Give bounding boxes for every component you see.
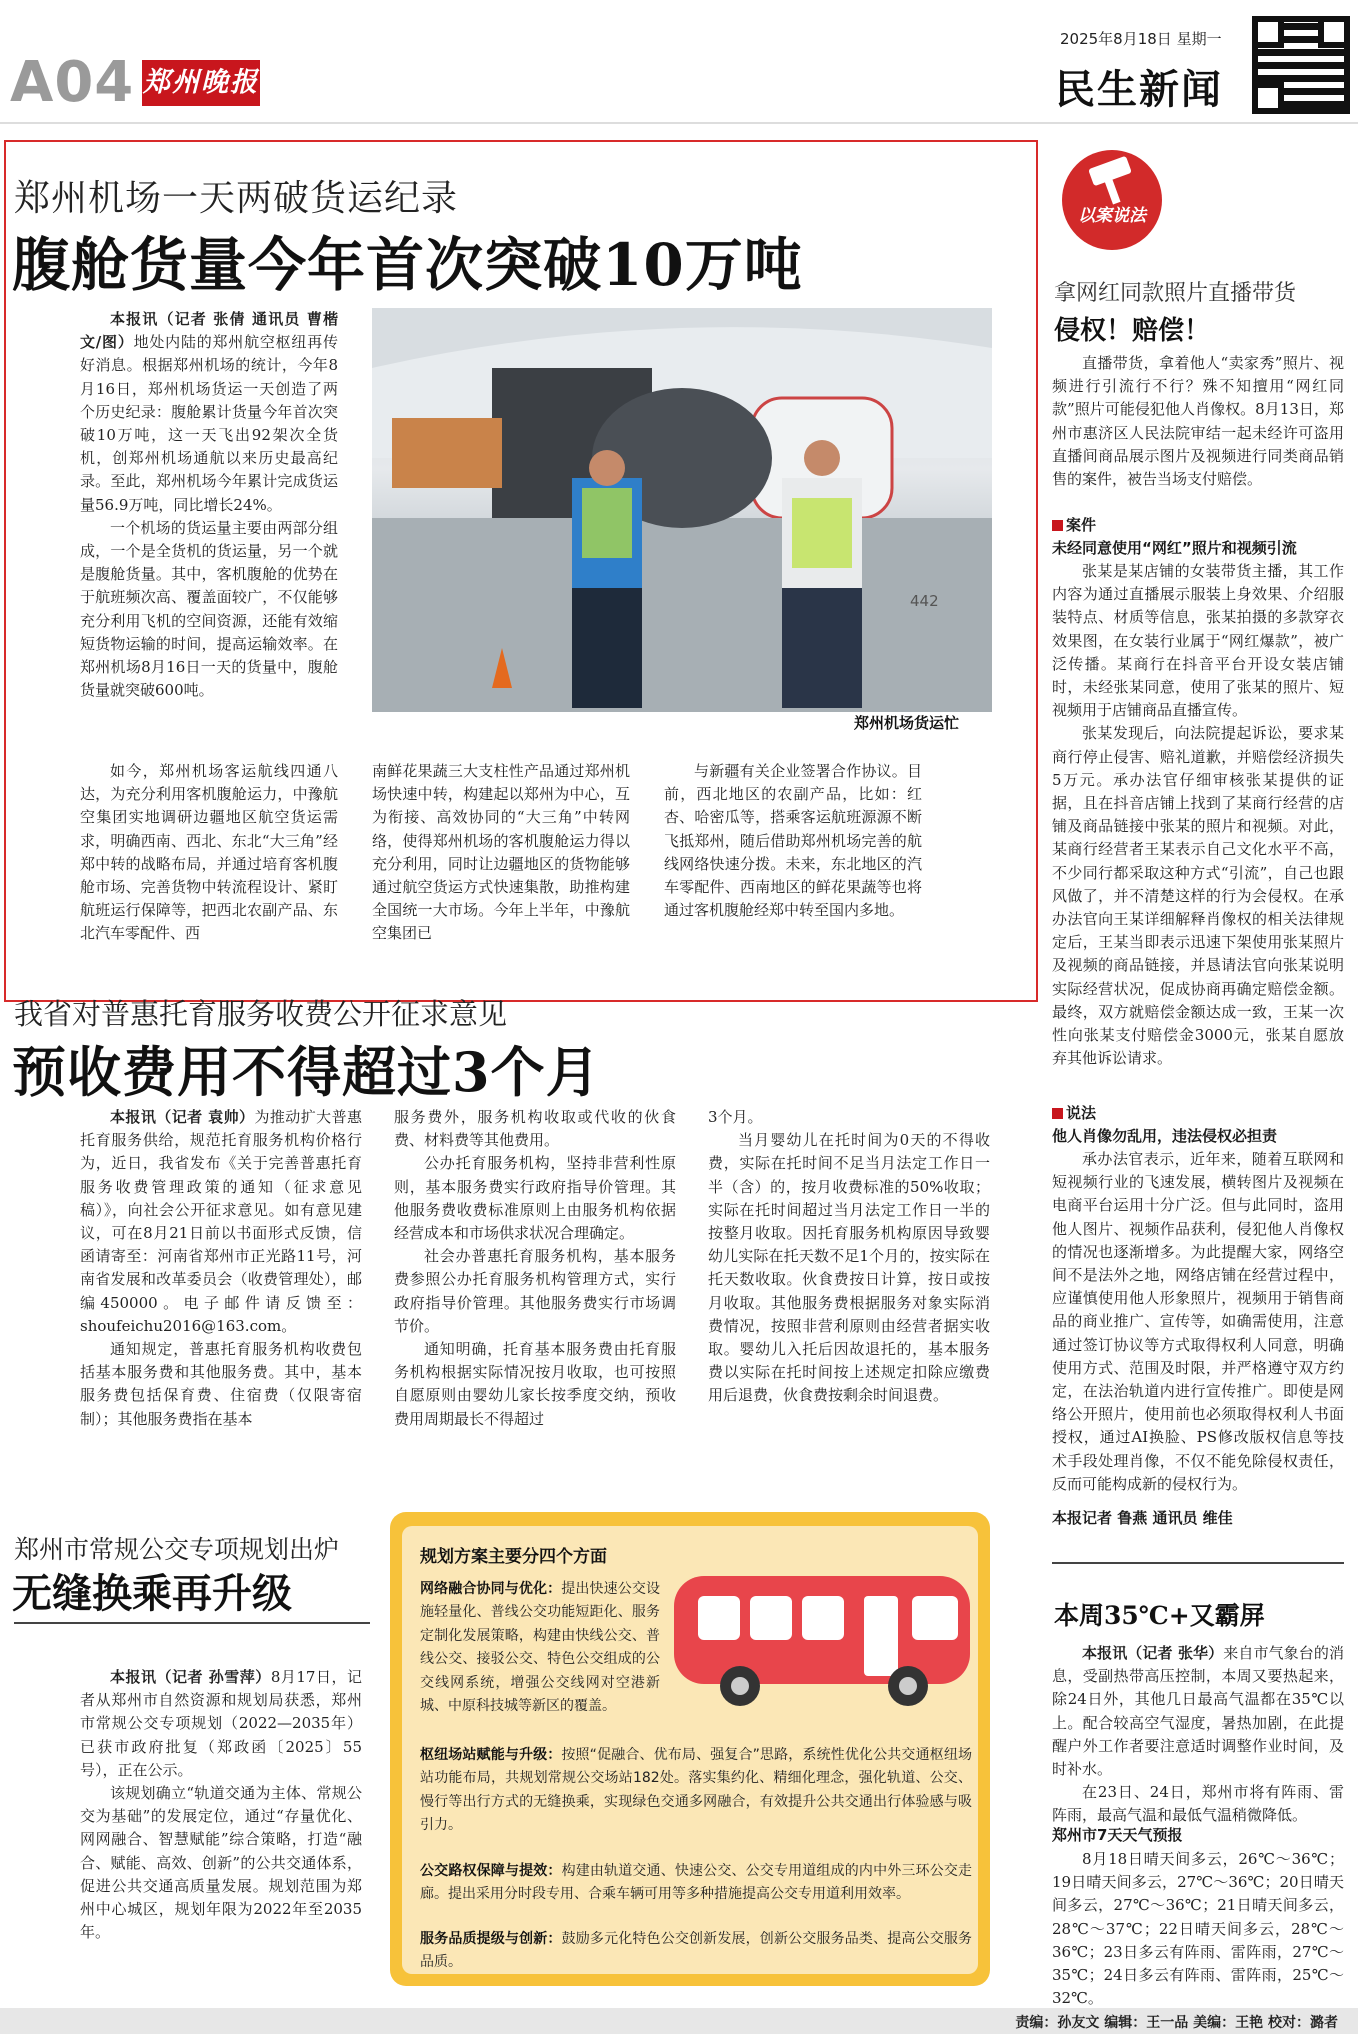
story1-headline: 腹舱货量今年首次突破10万吨 — [12, 231, 803, 299]
story2-column-3 — [708, 1106, 990, 1456]
story1-column-2 — [372, 760, 630, 943]
section-title: 他人肖像勿乱用，违法侵权必担责 — [1052, 1127, 1278, 1145]
photo-caption: 郑州机场货运忙 — [854, 714, 960, 732]
story1-para: 南鲜花果蔬三大支柱性产品通过郑州机场快速中转，构建起以郑州为中心，互为衔接、高效协同的“大三角”中转网络，使得郑州机场的客机腹舱运力得以充分利用，同时让边疆地区的货物能够通过航空货运方式快速集散，助推构建全国统一大市场。今年上半年，中豫航空集团已 — [372, 762, 630, 943]
right-headline: 侵权！赔偿！ — [1054, 316, 1211, 346]
case-law-logo — [1062, 150, 1162, 250]
story1-lead: 本报讯（记者 张倩 通讯员 曹楷 文/图） — [80, 310, 338, 352]
box-item-title: 公交路权保障与提效： — [420, 1863, 562, 1879]
weather-divider — [1052, 1562, 1344, 1564]
box-item-text: 按照“促融合、优布局、强复合”思路，系统性优化公共交通枢纽场站功能布局，共规划常规公交场站182处。落实集约化、精细化理念，强化轨道、公交、慢行等出行方式的无缝换乘，实现绿色交通多网融合，有效提升公共交通出行体验感与吸引力。 — [420, 1747, 972, 1834]
story2-para: 通知明确，托育基本服务费由托育服务机构根据实际情况按月收取，也可按照自愿原则由婴幼儿家长按季度交纳，预收费用周期最长不得超过 — [394, 1340, 676, 1428]
page-number: A04 — [10, 50, 135, 115]
story2-lead: 本报讯（记者 袁帅） — [110, 1108, 255, 1126]
story2-para: 为推动扩大普惠托育服务供给，规范托育服务机构价格行为，近日，我省发布《关于完善普惠托育服务收费管理政策的通知（征求意见稿）》，向社会公开征求意见。如有意见建议，可在8月21日前以书面形式反馈，信函请寄至：河南省郑州市正光路11号，河南省发展和改革委员会（收费管理处），邮编450000。电子邮件请反馈至：shoufeichu2016@163.com。 — [80, 1108, 362, 1335]
photo-label: 442 — [910, 592, 939, 610]
cargo-photo-illustration — [372, 308, 992, 712]
box-item-1 — [420, 1578, 660, 1718]
right-para: 张某发现后，向法院提起诉讼，要求某商行停止侵害、赔礼道歉，并赔偿经济损失5万元。承办法官仔细审核张某提供的证据，且在抖音店铺上找到了某商行经营的店铺及商品链接中张某的照片和视频。对此，某商行经营者王某表示自己文化水平不高，不少同行都采取这种方式“引流”，自己也跟风做了，并不清楚这样的行为会侵权。在承办法官向王某详细解释肖像权的相关法律规定后，王某当即表示迅速下架使用张某照片及视频的商品链接，并恳请法官向张某说明实际经营状况，促成协商再确定赔偿金额。最终，双方就赔偿金额达成一致，王某一次性向张某支付赔偿金3000元，张某自愿放弃其他诉讼请求。 — [1052, 724, 1344, 1068]
airport-cargo-photo[interactable] — [372, 308, 992, 712]
box-item-title: 网络融合协同与优化： — [420, 1581, 562, 1597]
weather-subtitle: 郑州市7天天气预报 — [1052, 1826, 1183, 1844]
box-item-title: 枢纽场站赋能与升级： — [420, 1747, 562, 1763]
story3-para: 该规划确立“轨道交通为主体、常规公交为基础”的发展定位，通过“存量优化、网网融合、智慧赋能”综合策略，打造“融合、赋能、高效、创新”的公共交通体系，促进公共交通高质量发展。规划范围为郑州中心城区，规划年限为2022年至2035年。 — [80, 1784, 362, 1942]
box-item-3 — [420, 1860, 972, 1907]
weather-forecast — [1052, 1848, 1344, 2008]
right-section-1 — [1052, 514, 1344, 560]
story2-para: 服务费外，服务机构收取或代收的伙食费、材料费等其他费用。 — [394, 1108, 676, 1150]
story1-para: 与新疆有关企业签署合作协议。目前，西北地区的农副产品，比如：红杏、哈密瓜等，搭乘客运航班源源不断飞抵郑州，随后借助郑州机场完善的航线网络快速分拨。未来，东北地区的汽车零配件、西南地区的鲜花果蔬等也将通过客机腹舱经郑中转至国内多地。 — [664, 762, 922, 920]
weather-lead: 本报讯（记者 张华） — [1082, 1644, 1224, 1662]
editor-credits: 责编：孙友文 编辑：王一品 美编：王艳 校对：潞者 — [1015, 2015, 1338, 2031]
right-case-body — [1052, 560, 1344, 1100]
case-law-logo-text: 以案说法 — [1078, 206, 1146, 226]
right-section-2 — [1052, 1102, 1344, 1148]
qr-code-icon[interactable] — [1252, 16, 1350, 114]
weather-headline: 本周35℃+又霸屏 — [1054, 1601, 1265, 1630]
story2-para: 通知规定，普惠托育服务机构收费包括基本服务费和其他服务费。其中，基本服务费包括保育费、住宿费（仅限寄宿制）；其他服务费指在基本 — [80, 1340, 362, 1428]
right-intro — [1052, 352, 1344, 512]
box-item-text: 提出快速公交设施轻量化、普线公交功能短距化、服务定制化发展策略，构建由快线公交、普线公交、接驳公交、特色公交组成的公交线网系统，增强公交线网对空港新城、中原科技城等新区的覆盖。 — [420, 1581, 660, 1715]
weather-para: 来自市气象台的消息，受副热带高压控制，本周又要热起来，除24日外，其他几日最高气温都在35℃以上。配合较高空气湿度，暑热加剧，在此提醒户外工作者要注意适时调整作业时间，及时补水。 — [1052, 1644, 1344, 1779]
story1-para: 地处内陆的郑州航空枢纽再传好消息。根据郑州机场的统计，今年8月16日，郑州机场货运一天创造了两个历史纪录：腹舱累计货量今年首次突破10万吨，这一天飞出92架次全货机，创郑州机场通航以来历史最高纪录。至此，郑州机场今年累计完成货运量56.9万吨，同比增长24%。 — [80, 333, 338, 514]
story1-column-3 — [664, 760, 922, 940]
newspaper-logo: 郑州晚报 — [142, 60, 260, 106]
section-tag: 案件 — [1066, 516, 1097, 534]
story1-column-1b — [80, 760, 338, 943]
section-marker-icon — [1052, 520, 1063, 531]
story2-column-1 — [80, 1106, 362, 1456]
right-byline: 本报记者 鲁燕 通讯员 维佳 — [1052, 1509, 1233, 1527]
gavel-icon — [1076, 158, 1148, 204]
story3-lead: 本报讯（记者 孙雪萍） — [110, 1668, 271, 1686]
box-item-text: 构建由轨道交通、快速公交、公交专用道组成的内中外三环公交走廊。提出采用分时段专用、合乘车辆可用等多种措施提高公交专用道利用效率。 — [420, 1863, 973, 1903]
story2-para: 当月婴幼儿在托时间为0天的不得收费，实际在托时间不足当月法定工作日一半（含）的，按月收费标准的50%收取；实际在托时间超过当月法定工作日一半的按整月收取。因托育服务机构原因导致婴幼儿实际在托天数不足1个月的，按实际在托天数收取。伙食费按日计算，按日或按月收取。其他服务费根据服务对象实际消费情况，按照非营利原则由经营者据实收取。婴幼儿入托后因故退托的，基本服务费以实际在托时间按上述规定扣除应缴费用后退费，伙食费按剩余时间退费。 — [708, 1131, 990, 1405]
story2-kicker: 我省对普惠托育服务收费公开征求意见 — [14, 997, 508, 1031]
box-title: 规划方案主要分四个方面 — [420, 1547, 607, 1567]
section-title: 民生新闻 — [1055, 67, 1223, 113]
box-item-title: 服务品质提级与创新： — [420, 1931, 562, 1947]
weather-para: 在23日、24日，郑州市将有阵雨、雷阵雨，最高气温和最低气温稍微降低。 — [1052, 1783, 1344, 1825]
issue-date: 2025年8月18日 星期一 — [1060, 30, 1222, 48]
header-divider — [0, 122, 1358, 124]
right-para: 直播带货，拿着他人“卖家秀”照片、视频进行引流行不行？殊不知擅用“网红同款”照片可能侵犯他人肖像权。8月13日，郑州市惠济区人民法院审结一起未经许可盗用直播间商品展示图片及视频进行同类商品销售的案件，被告当场支付赔偿。 — [1052, 354, 1344, 489]
story2-headline: 预收费用不得超过3个月 — [12, 1040, 601, 1104]
story2-para: 社会办普惠托育服务机构，基本服务费参照公办托育服务机构管理方式，实行政府指导价管理。其他服务费实行市场调节价。 — [394, 1247, 676, 1335]
section-marker-icon — [1052, 1108, 1063, 1119]
story2-para: 公办托育服务机构，坚持非营利性原则，基本服务费实行政府指导价管理。其他服务费收费标准原则上由服务机构依据经营成本和市场供求状况合理确定。 — [394, 1154, 676, 1243]
box-item-4 — [420, 1928, 972, 1975]
story3-para: 8月17日，记者从郑州市自然资源和规划局获悉，郑州市常规公交专项规划（2022—2035年）已获市政府批复（郑政函〔2025〕55号），正在公示。 — [80, 1668, 362, 1779]
bus-icon — [668, 1562, 978, 1712]
section-tag: 说法 — [1066, 1104, 1097, 1122]
weather-para: 8月18日晴天间多云，26℃～36℃；19日晴天间多云，27℃～36℃；20日晴天间多云，27℃～36℃；21日晴天间多云，28℃～37℃；22日晴天间多云，28℃～36℃；23日多云有阵雨、雷阵雨，27℃～35℃；24日多云有阵雨、雷阵雨，25℃～32℃。 — [1052, 1850, 1344, 2008]
box-item-2 — [420, 1744, 972, 1838]
story3-body — [80, 1666, 362, 1946]
right-comment-body — [1052, 1148, 1344, 1504]
story3-kicker: 郑州市常规公交专项规划出炉 — [14, 1535, 340, 1564]
right-para: 张某是某店铺的女装带货主播，其工作内容为通过直播展示服装上身效果、介绍服装特点、材质等信息，张某拍摄的多款穿衣效果图，在女装行业属于“网红爆款”，被广泛传播。某商行在抖音平台开设女装店铺时，未经张某同意，使用了张某的照片、短视频用于店铺商品直播宣传。 — [1052, 562, 1344, 720]
story1-column-1 — [80, 308, 338, 752]
box-item-text: 鼓励多元化特色公交创新发展，创新公交服务品类、提高公交服务品质。 — [420, 1931, 973, 1971]
story1-para: 一个机场的货运量主要由两部分组成，一个是全货机的货运量，另一个就是腹舱货量。其中，客机腹舱的优势在于航班频次高、覆盖面较广，不仅能够充分利用飞机的空间资源，还能有效缩短货物运输的时间，提高运输效率。在郑州机场8月16日一天的货量中，腹舱货量就突破600吨。 — [80, 518, 338, 700]
plan-summary-box — [390, 1512, 990, 1986]
story2-para: 3个月。 — [708, 1108, 763, 1126]
section-title: 未经同意使用“网红”照片和视频引流 — [1052, 539, 1297, 557]
story3-divider — [14, 1622, 370, 1624]
right-kicker: 拿网红同款照片直播带货 — [1054, 281, 1297, 306]
story1-kicker: 郑州机场一天两破货运纪录 — [14, 178, 459, 219]
story3-headline: 无缝换乘再升级 — [12, 1570, 292, 1617]
weather-body — [1052, 1642, 1344, 1825]
story2-column-2 — [394, 1106, 676, 1456]
story1-para: 如今，郑州机场客运航线四通八达，为充分利用客机腹舱运力，中豫航空集团实地调研边疆地区航空货运需求，明确西南、西北、东北“大三角”经郑中转的战略布局，并通过培育客机腹舱市场、完善货物中转流程设计、紧盯航班运行保障等，把西北农副产品、东北汽车零配件、西 — [80, 762, 338, 943]
right-para: 承办法官表示，近年来，随着互联网和短视频行业的飞速发展，横转图片及视频在电商平台运用十分广泛。但与此同时，盗用他人图片、视频作品获利，侵犯他人肖像权的情况也逐渐增多。为此提醒大家，网络空间不是法外之地，网络店铺在经营过程中，应谨慎使用他人形象照片，视频用于销售商品的商业推广、宣传等，如确需使用，注意通过签订协议等方式取得权利人同意，明确使用方式、范围及时限，并严格遵守双方约定，在法治轨道内进行宣传推广。即使是网络公开照片，使用前也必须取得权利人书面授权，通过AI换脸、PS修改版权信息等技术手段处理肖像，不仅不能免除侵权责任，反而可能构成新的侵权行为。 — [1052, 1150, 1344, 1493]
